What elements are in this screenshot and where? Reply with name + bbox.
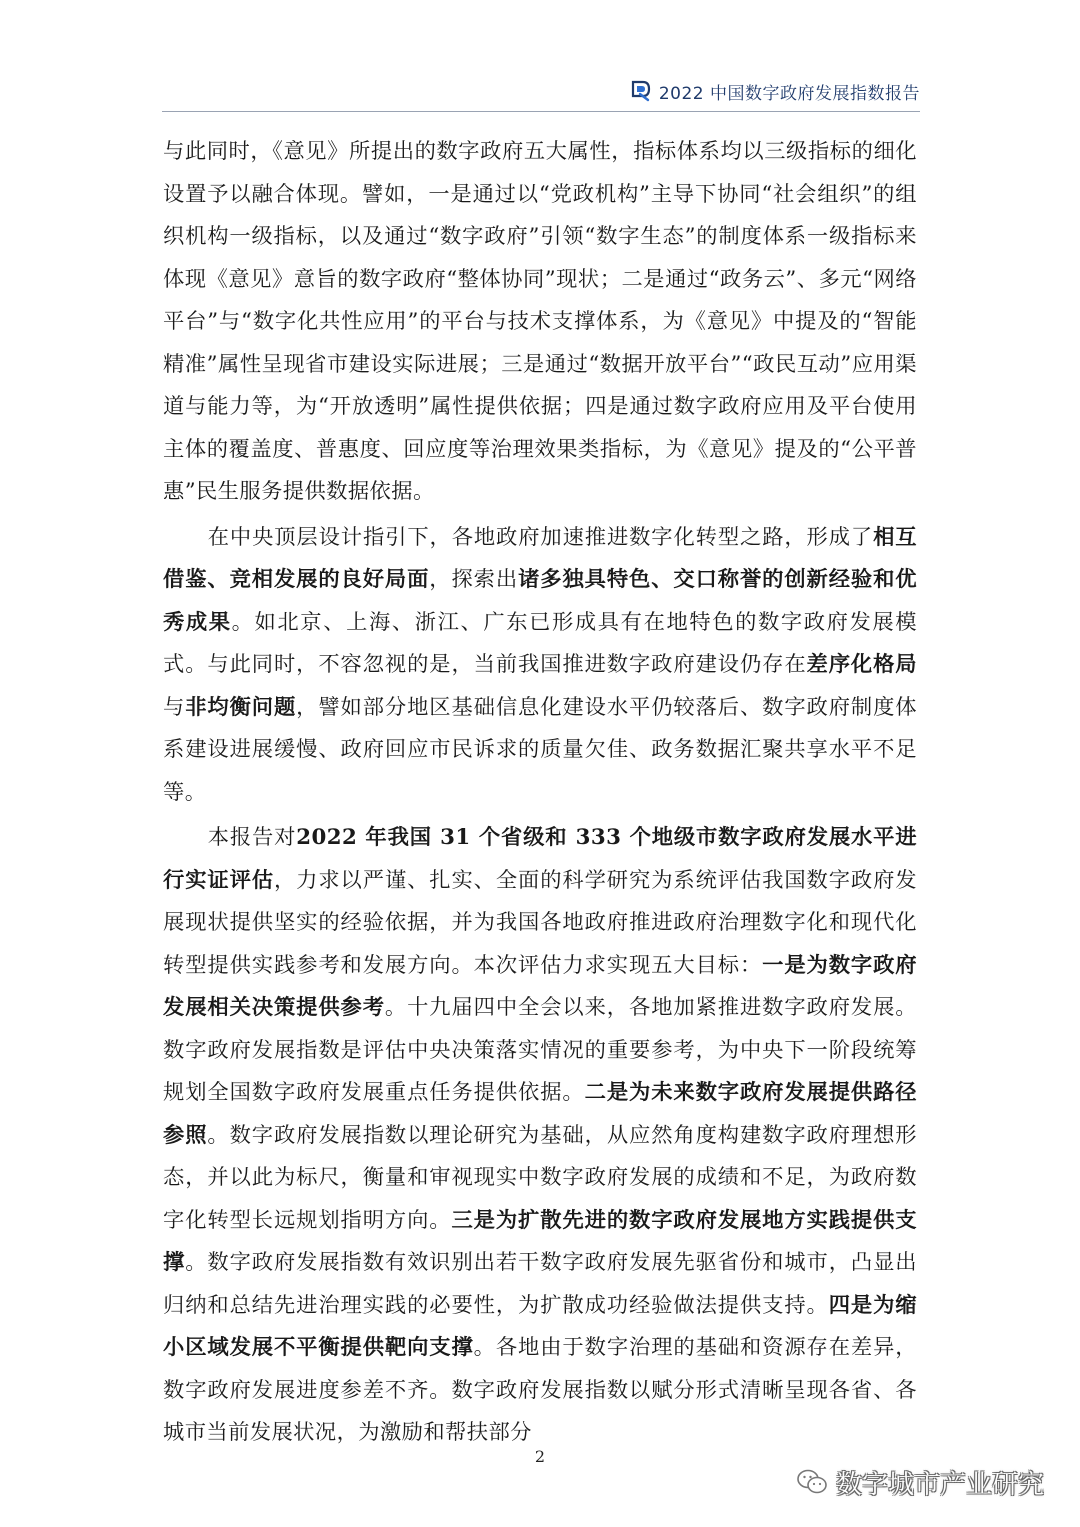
text-run: 在中央顶层设计指引下，各地政府加速推进数字化转型之路，形成了 [207,524,874,550]
report-logo-icon [631,80,651,102]
bold-text-run: 一是为数字政府发展相关决策提供参考 [163,952,917,1020]
page-number: 2 [534,1447,546,1466]
paragraph-1 [163,131,917,514]
header-divider [162,111,920,112]
text-run: 。数字政府发展指数有效识别出若干数字政府发展先驱省份和城市，凸显出归纳和总结先进治理实践的必要性，为扩散成功经验做法提供支持。 [163,1250,917,1318]
bold-text-run: 差序化格局 [806,652,917,677]
bold-text-run: 非均衡问题 [185,694,297,720]
watermark [796,1460,1044,1504]
bold-text-run: 诸多独具特色、交口称誉的创新经验和优秀成果 [163,567,917,635]
text-run: ，探索出 [429,567,519,592]
wechat-icon [796,1467,828,1497]
bold-text-run: 相互借鉴、竞相发展的良好局面 [163,524,917,592]
text-run: 。十九届四中全会以来，各地加紧推进数字政府发展。数字政府发展指数是评估中央决策落实情况的重要参考，为中央下一阶段统筹规划全国数字政府发展重点任务提供依据。 [163,995,917,1105]
bold-text-run: 2022 年我国 31 个省级和 333 个地级市数字政府发展水平进行实证评估 [163,825,917,893]
report-header [631,76,920,106]
text-run: ，力求以严谨、扎实、全面的科学研究为系统评估我国数字政府发展现状提供坚实的经验依据，并为我国各地政府推进政府治理数字化和现代化转型提供实践参考和发展方向。本次评估力求实现五大目标： [163,867,917,978]
bold-text-run: 三是为扩散先进的数字政府发展地方实践提供支撑 [163,1207,917,1275]
paragraph-2 [163,517,917,815]
text-run: 与此同时，《意见》所提出的数字政府五大属性，指标体系均以三级指标的细化设置予以融合体现。譬如，一是通过以“党政机构”主导下协同“社会组织”的组织机构一级指标，以及通过“数字政府”引领“数字生态”的制度体系一级指标来体现《意见》意旨的数字政府“整体协同”现状；二是通过“政务云”、多元“网络平台”与“数字化共性应用”的平台与技术支撑体系，为《意见》中提及的“智能精准”属性呈现省市建设实际进展；三是通过“数据开放平台”“政民互动”应用渠道与能力等，为“开放透明”属性提供依据；四是通过数字政府应用及平台使用主体的覆盖度、普惠度、回应度等治理效果类指标，为《意见》提及的“公平普惠”民生服务提供数据依据。 [163,139,917,504]
body-text [163,131,917,1455]
bold-text-run: 四是为缩小区域发展不平衡提供靶向支撑 [163,1292,917,1360]
text-run: 本报告对 [207,825,297,850]
report-title: 2022 中国数字政府发展指数报告 [658,83,920,104]
text-run: 与 [163,694,186,720]
text-run: 。各地由于数字治理的基础和资源存在差异，数字政府发展进度参差不齐。数字政府发展指数以赋分形式清晰呈现各省、各城市当前发展状况，为激励和帮扶部分 [163,1335,917,1445]
text-run: 。如北京、上海、浙江、广东已形成具有在地特色的数字政府发展模式。与此同时，不容忽视的是，当前我国推进数字政府建设仍存在 [163,609,917,677]
text-run: ，譬如部分地区基础信息化建设水平仍较落后、数字政府制度体系建设进展缓慢、政府回应市民诉求的质量欠佳、政务数据汇聚共享水平不足等。 [163,694,917,805]
bold-text-run: 二是为未来数字政府发展提供路径参照 [163,1080,917,1148]
paragraph-3 [163,817,917,1455]
text-run: 。数字政府发展指数以理论研究为基础，从应然角度构建数字政府理想形态，并以此为标尺，衡量和审视现实中数字政府发展的成绩和不足，为政府数字化转型长远规划指明方向。 [163,1122,917,1233]
watermark-text: 数字城市产业研究 [835,1469,1044,1500]
